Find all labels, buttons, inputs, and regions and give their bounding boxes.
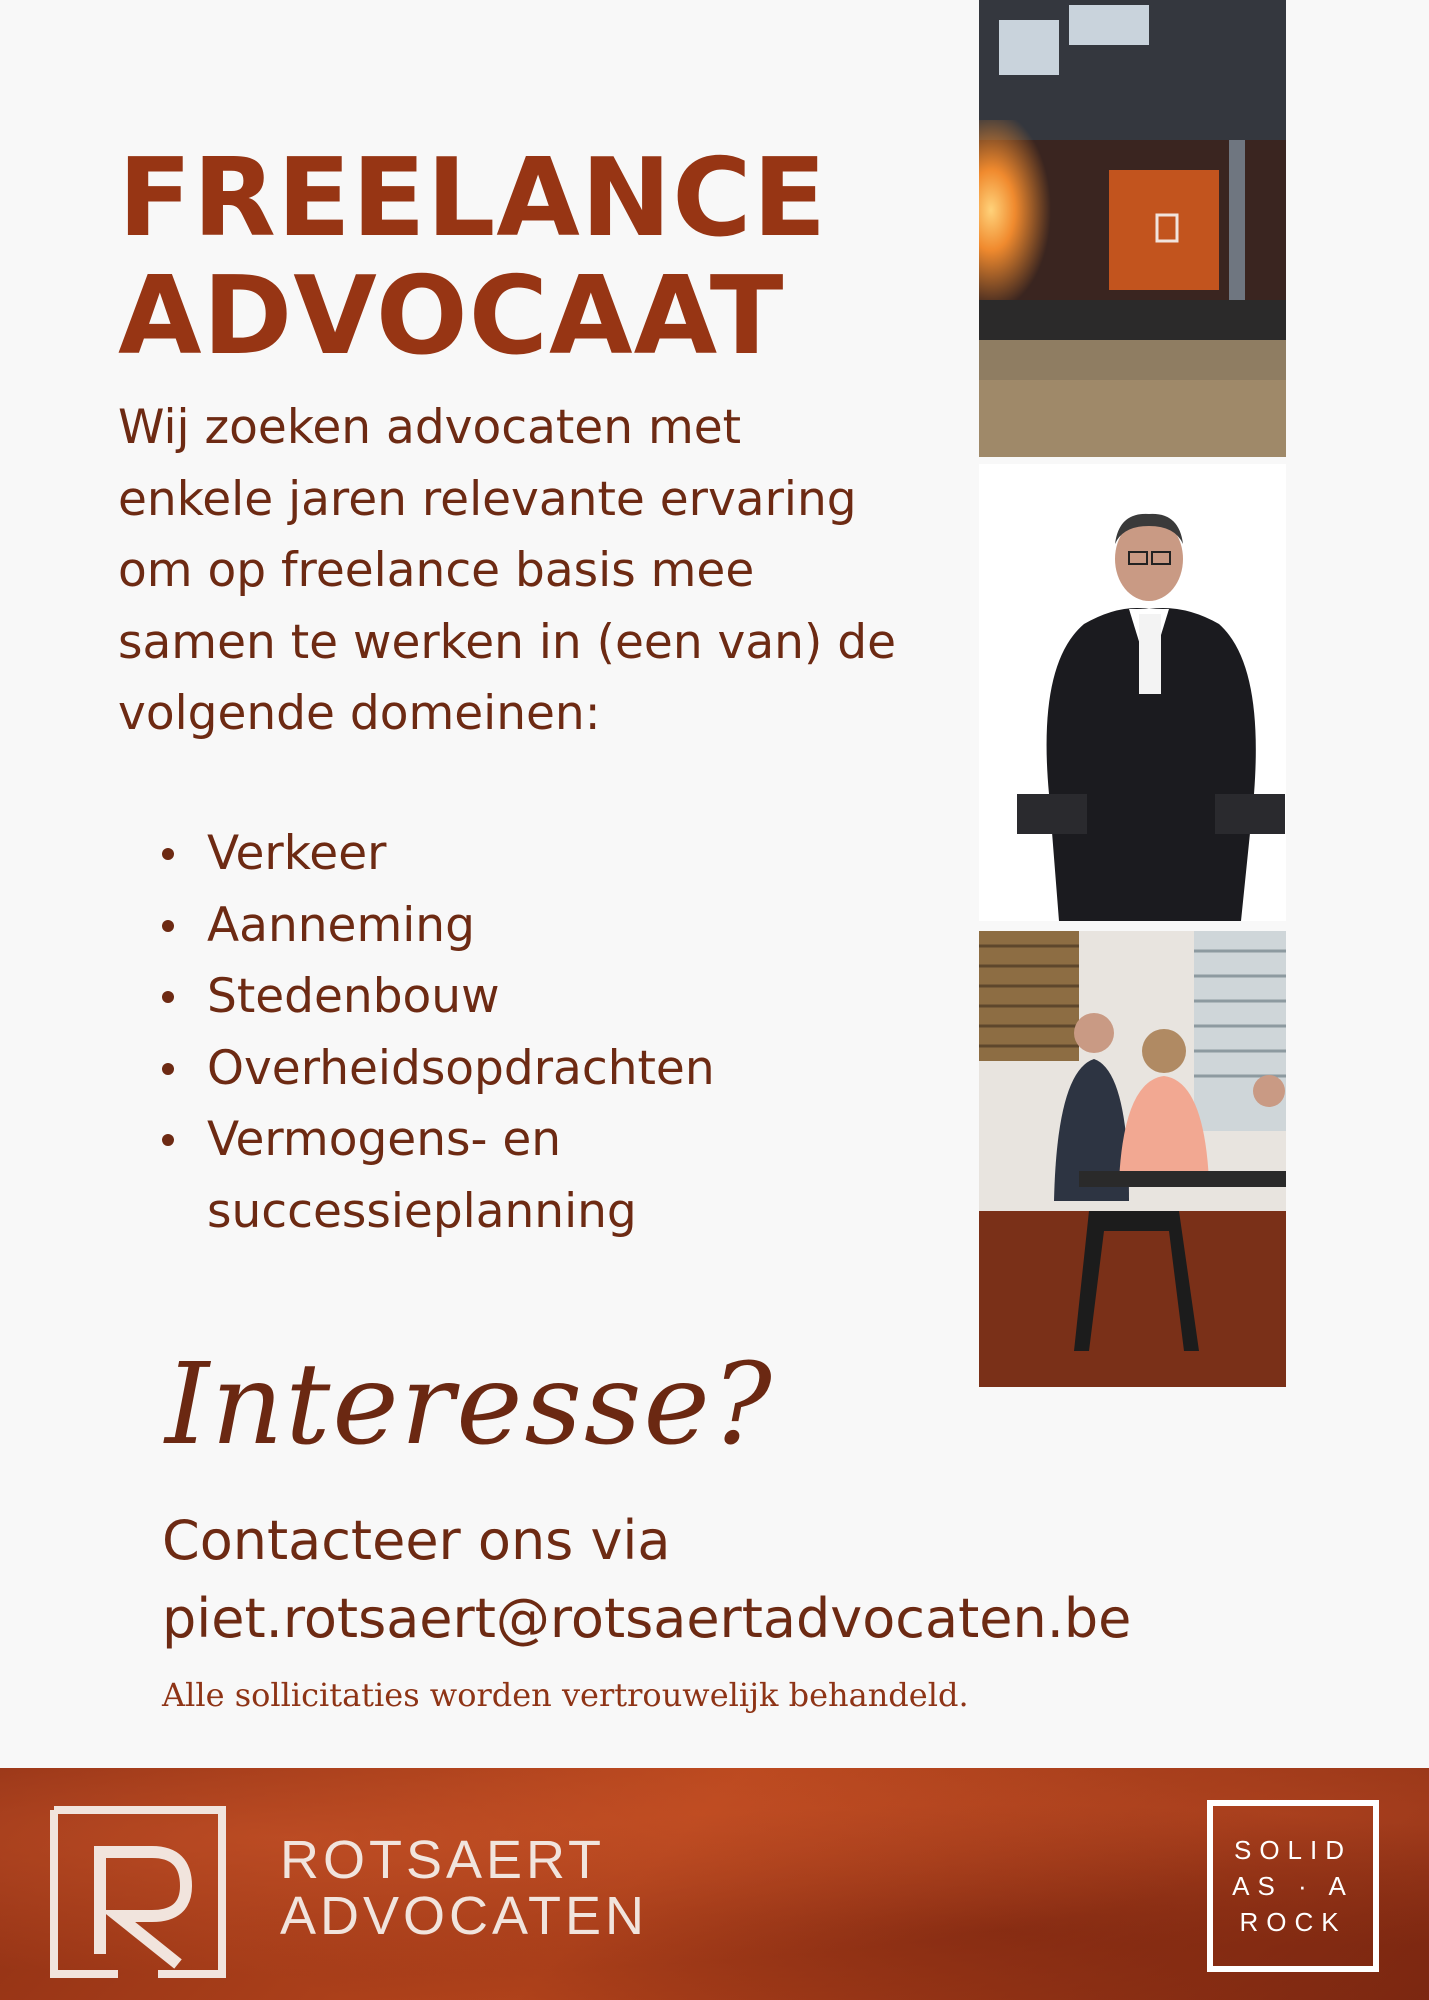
slogan-line-1: SOLID — [1233, 1835, 1353, 1865]
brand-name — [280, 1832, 648, 1944]
office-building-photo — [979, 0, 1286, 457]
footer-banner — [0, 1768, 1429, 2000]
title-line-1: FREELANCE — [118, 136, 828, 261]
list-item: Overheidsopdrachten — [118, 1033, 898, 1105]
list-item: Vermogens- en successieplanning — [118, 1104, 898, 1247]
meeting-room-photo — [979, 931, 1286, 1387]
brand-line-1: ROTSAERT — [280, 1830, 606, 1890]
contact-intro: Contacteer ons via — [162, 1509, 671, 1572]
page-title — [118, 136, 828, 379]
list-item: Verkeer — [118, 818, 898, 890]
slogan-line-3: ROCK — [1239, 1907, 1347, 1937]
slogan-line-2: AS · A — [1232, 1871, 1354, 1901]
lawyer-portrait-photo — [979, 464, 1286, 921]
intro-text: Wij zoeken advocaten met enkele jaren relevante ervaring om op freelance basis mee samen te werken in (een van) de volgende domeinen: — [118, 400, 896, 741]
slogan-badge — [1207, 1800, 1379, 1972]
list-item: Stedenbouw — [118, 961, 898, 1033]
rotsaert-logo-icon — [48, 1804, 228, 1980]
brand-line-2: ADVOCATEN — [280, 1886, 649, 1946]
list-item: Aanneming — [118, 890, 898, 962]
interest-heading: Interesse? — [165, 1340, 774, 1470]
title-line-2: ADVOCAAT — [118, 254, 785, 379]
confidentiality-note: Alle sollicitaties worden vertrouwelijk behandeld. — [162, 1676, 969, 1714]
contact-email-link[interactable]: piet.rotsaert@rotsaertadvocaten.be — [162, 1587, 1132, 1650]
contact-block — [162, 1502, 1131, 1658]
domain-list — [118, 818, 898, 1247]
